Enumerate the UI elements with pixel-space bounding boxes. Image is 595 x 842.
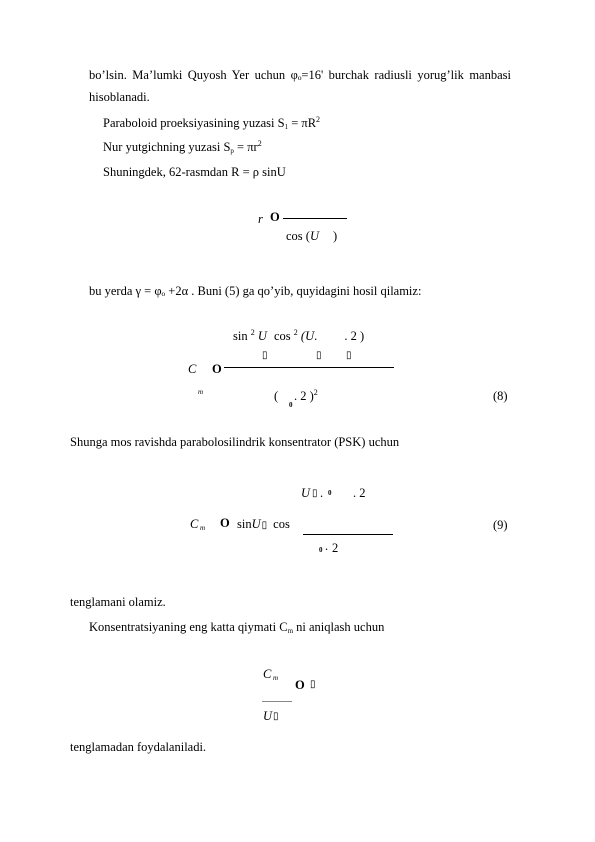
- eq9-den-dot: .: [325, 539, 329, 553]
- eq8-box-1: ▯: [262, 350, 268, 361]
- eq8-num-var1: U: [257, 329, 267, 343]
- paraboloid-sup: 2: [316, 115, 321, 124]
- eq8-denominator: [274, 388, 278, 404]
- deriv-box: ▯: [310, 679, 316, 690]
- eq8-lhs-sub: m: [198, 388, 204, 396]
- deriv-den: U: [263, 709, 273, 723]
- eq8-num-open: (U: [300, 329, 315, 343]
- eq-r-den-var: U: [309, 229, 319, 243]
- moreover-text: Shuningdek, 62-rasmdan R = ρ sinU: [103, 165, 286, 179]
- eq8-den-tail: . 2 ): [294, 389, 314, 403]
- deriv-den-box: ▯: [273, 711, 279, 722]
- eq8-den-tail-wrap: [294, 388, 318, 404]
- eq-r-fraction-bar: [283, 218, 347, 219]
- eq9-number: (9): [493, 518, 508, 532]
- deriv-num: C: [263, 667, 272, 681]
- eq8-op: O: [212, 362, 222, 376]
- psk-text: Shunga mos ravishda parabolosilindrik konsentrator (PSK) uchun: [70, 435, 400, 449]
- eq8-fraction-bar: [224, 367, 394, 368]
- paraboloid-area-line: [103, 115, 320, 131]
- paraboloid-formula: = πR: [288, 116, 317, 130]
- eq9-num-var: U: [301, 486, 311, 500]
- deriv-num-sub: m: [273, 674, 279, 682]
- absorber-sub: p: [230, 147, 234, 155]
- eq9-den-tail: 2: [332, 541, 339, 555]
- eq-r-op: O: [270, 210, 280, 224]
- eq9-lhs-sub: m: [200, 524, 206, 532]
- paraboloid-sub: 1: [284, 123, 289, 131]
- konsentratsiya-post: ni aniqlash uchun: [293, 620, 385, 634]
- deriv-fraction-bar: [262, 701, 292, 702]
- eq9-num-box: ▯: [312, 488, 318, 499]
- where-line: [89, 283, 421, 299]
- eq9-mid-var: U: [251, 517, 261, 531]
- moreover-line: [103, 164, 286, 180]
- where-text: bu yerda γ = φₒ +2α . Buni (5) ga qo’yib, quyidagini hosil qilamiz:: [89, 284, 422, 298]
- eq-r-lhs: r: [258, 212, 263, 226]
- eq8-num-sup1: 2: [250, 328, 255, 337]
- eq9-mid-box: ▯: [261, 520, 268, 531]
- absorber-text: Nur yutgichning yuzasi S: [103, 140, 231, 154]
- eq-r-den-cos: cos (: [286, 229, 310, 243]
- final-line: [70, 739, 206, 755]
- eq8-number: (8): [493, 389, 508, 403]
- absorber-area-line: [103, 139, 262, 155]
- eq8-den-open: (: [274, 389, 279, 403]
- eq9-mid: [237, 516, 290, 534]
- tenglamani-text: tenglamani olamiz.: [70, 595, 166, 609]
- eq-r-denominator: [286, 228, 337, 244]
- eq9-num-dot: .: [320, 486, 324, 500]
- konsentratsiya-sub: m: [287, 627, 294, 635]
- final-text: tenglamadan foydalaniladi.: [70, 740, 207, 754]
- psk-line: [70, 434, 399, 450]
- eq9-num-tail: . 2: [353, 486, 366, 500]
- tenglamani-line: [70, 594, 166, 610]
- eq9-den-sub: 0: [319, 546, 323, 554]
- eq8-num-sup2: 2: [293, 328, 298, 337]
- eq8-num-cos: cos: [274, 329, 291, 343]
- eq9-op: O: [220, 516, 230, 530]
- eq8-num-sin: sin: [233, 329, 248, 343]
- absorber-sup: 2: [257, 139, 262, 148]
- eq8-den-sup: 2: [313, 388, 318, 397]
- eq9-lhs: C: [190, 517, 199, 531]
- eq-r-den-close: ): [332, 229, 338, 243]
- absorber-formula: = πr: [233, 140, 258, 154]
- paraboloid-text: Paraboloid proeksiyasining yuzasi S: [103, 116, 285, 130]
- eq8-lhs: C: [188, 362, 197, 376]
- intro-paragraph-text: bo’lsin. Ma’lumki Quyosh Yer uchun φₒ=16' burchak radiusli yorug’lik manbasi hisoblanadi.: [89, 68, 511, 104]
- eq8-box-2: ▯: [316, 350, 322, 361]
- eq8-den-sub: 0: [289, 401, 293, 409]
- eq9-fraction-bar: [303, 534, 393, 535]
- eq8-numerator: [233, 328, 364, 344]
- eq8-box-3: ▯: [346, 350, 352, 361]
- eq9-num-sub: 0: [328, 489, 332, 497]
- eq8-num-dot: .: [314, 329, 318, 343]
- konsentratsiya-line: [89, 619, 384, 635]
- intro-paragraph: [89, 64, 511, 108]
- eq9-mid-sin: sin: [237, 517, 252, 531]
- deriv-op: O: [295, 678, 305, 692]
- konsentratsiya-text: Konsentratsiyaning eng katta qiymati C: [89, 620, 288, 634]
- eq9-mid-cos: cos: [273, 517, 290, 531]
- eq8-num-tail: . 2 ): [344, 329, 365, 343]
